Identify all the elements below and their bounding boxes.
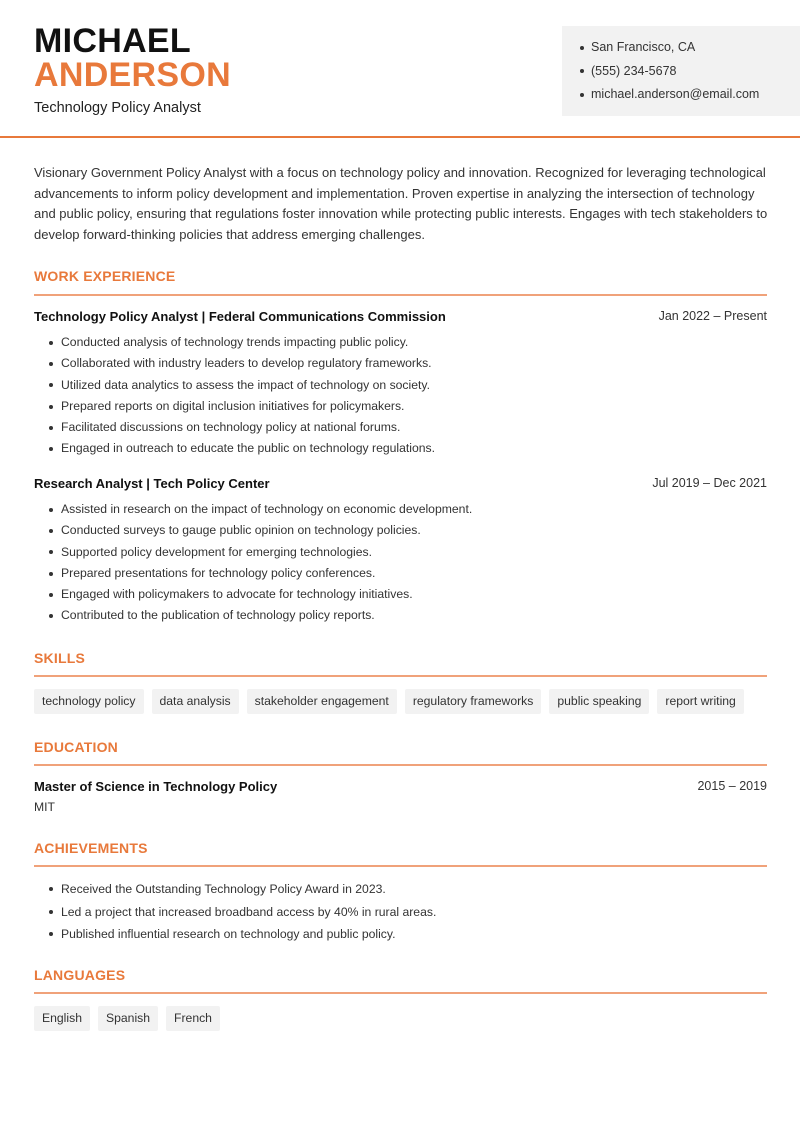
list-item: Utilized data analytics to assess the impact of technology on society. xyxy=(34,375,767,396)
contact-box xyxy=(562,26,800,116)
job-title: Technology Policy Analyst xyxy=(34,100,201,116)
job-header xyxy=(34,309,767,324)
skills-list xyxy=(34,689,744,714)
section-divider xyxy=(34,865,767,867)
skill-tag: report writing xyxy=(657,689,743,714)
list-item: Led a project that increased broadband access by 40% in rural areas. xyxy=(34,901,767,924)
list-item: Assisted in research on the impact of technology on economic development. xyxy=(34,499,767,520)
section-divider xyxy=(34,675,767,677)
bullet-icon xyxy=(49,572,53,576)
bullet-icon xyxy=(49,341,53,345)
resume-header xyxy=(0,0,800,138)
job-role: Research Analyst | Tech Policy Center xyxy=(34,476,270,491)
bullet-icon xyxy=(49,362,53,366)
bullet-icon xyxy=(49,383,53,387)
bullet-icon xyxy=(49,529,53,533)
summary-paragraph: Visionary Government Policy Analyst with a focus on technology policy and innovation. Recognized for leveraging technological advancements to inform policy development and implementation. Proven expertise in analyzing the intersection of technology and public policy, ensuring that regulations foster innovation while protecting public interests. Engages with tech stakeholders to develop forward-thinking policies that address emerging challenges. xyxy=(34,165,768,243)
list-item: Contributed to the publication of technology policy reports. xyxy=(34,605,767,626)
school: MIT xyxy=(34,800,55,814)
list-item: Supported policy development for emerging technologies. xyxy=(34,542,767,563)
list-item: Prepared reports on digital inclusion initiatives for policymakers. xyxy=(34,396,767,417)
language-tag: French xyxy=(166,1006,220,1031)
list-item: Received the Outstanding Technology Policy Award in 2023. xyxy=(34,878,767,901)
skill-tag: regulatory frameworks xyxy=(405,689,542,714)
bullet-icon xyxy=(580,93,584,97)
section-title-languages: LANGUAGES xyxy=(34,967,126,983)
bullet-icon xyxy=(49,887,53,891)
job-dates: Jul 2019 – Dec 2021 xyxy=(652,476,767,490)
bullet-icon xyxy=(49,932,53,936)
achievements-list xyxy=(34,878,767,946)
bullet-icon xyxy=(580,69,584,73)
bullet-icon xyxy=(49,593,53,597)
contact-location xyxy=(580,36,800,60)
job-dates: Jan 2022 – Present xyxy=(658,309,767,323)
job-bullets xyxy=(34,332,767,460)
section-title-skills: SKILLS xyxy=(34,650,85,666)
skill-tag: technology policy xyxy=(34,689,144,714)
section-title-work: WORK EXPERIENCE xyxy=(34,268,176,284)
bullet-icon xyxy=(49,426,53,430)
language-tag: English xyxy=(34,1006,90,1031)
contact-phone xyxy=(580,60,800,84)
list-item: Conducted analysis of technology trends impacting public policy. xyxy=(34,332,767,353)
bullet-icon xyxy=(580,46,584,50)
section-divider xyxy=(34,764,767,766)
list-item: Conducted surveys to gauge public opinion on technology policies. xyxy=(34,520,767,541)
skill-tag: public speaking xyxy=(549,689,649,714)
bullet-icon xyxy=(49,405,53,409)
list-item: Engaged with policymakers to advocate for technology initiatives. xyxy=(34,584,767,605)
job-header xyxy=(34,476,767,491)
bullet-icon xyxy=(49,447,53,451)
list-item: Prepared presentations for technology policy conferences. xyxy=(34,563,767,584)
bullet-icon xyxy=(49,550,53,554)
list-item: Collaborated with industry leaders to develop regulatory frameworks. xyxy=(34,353,767,374)
section-divider xyxy=(34,294,767,296)
last-name: ANDERSON xyxy=(34,56,231,94)
list-item: Published influential research on technology and public policy. xyxy=(34,923,767,946)
phone-text: (555) 234-5678 xyxy=(591,63,677,78)
skill-tag: data analysis xyxy=(152,689,239,714)
skill-tag: stakeholder engagement xyxy=(247,689,397,714)
list-item: Engaged in outreach to educate the public on technology regulations. xyxy=(34,438,767,459)
degree: Master of Science in Technology Policy xyxy=(34,779,278,794)
section-divider xyxy=(34,992,767,994)
languages-list xyxy=(34,1006,220,1031)
education-dates: 2015 – 2019 xyxy=(697,779,767,793)
list-item: Facilitated discussions on technology policy at national forums. xyxy=(34,417,767,438)
first-name: MICHAEL xyxy=(34,22,191,60)
section-title-achievements: ACHIEVEMENTS xyxy=(34,840,148,856)
language-tag: Spanish xyxy=(98,1006,158,1031)
bullet-icon xyxy=(49,614,53,618)
bullet-icon xyxy=(49,910,53,914)
job-role: Technology Policy Analyst | Federal Communications Commission xyxy=(34,309,446,324)
section-title-education: EDUCATION xyxy=(34,739,118,755)
contact-email xyxy=(580,83,800,107)
location-text: San Francisco, CA xyxy=(591,40,696,54)
bullet-icon xyxy=(49,508,53,512)
email-text: michael.anderson@email.com xyxy=(591,87,760,101)
education-header xyxy=(34,779,767,794)
job-bullets xyxy=(34,499,767,627)
